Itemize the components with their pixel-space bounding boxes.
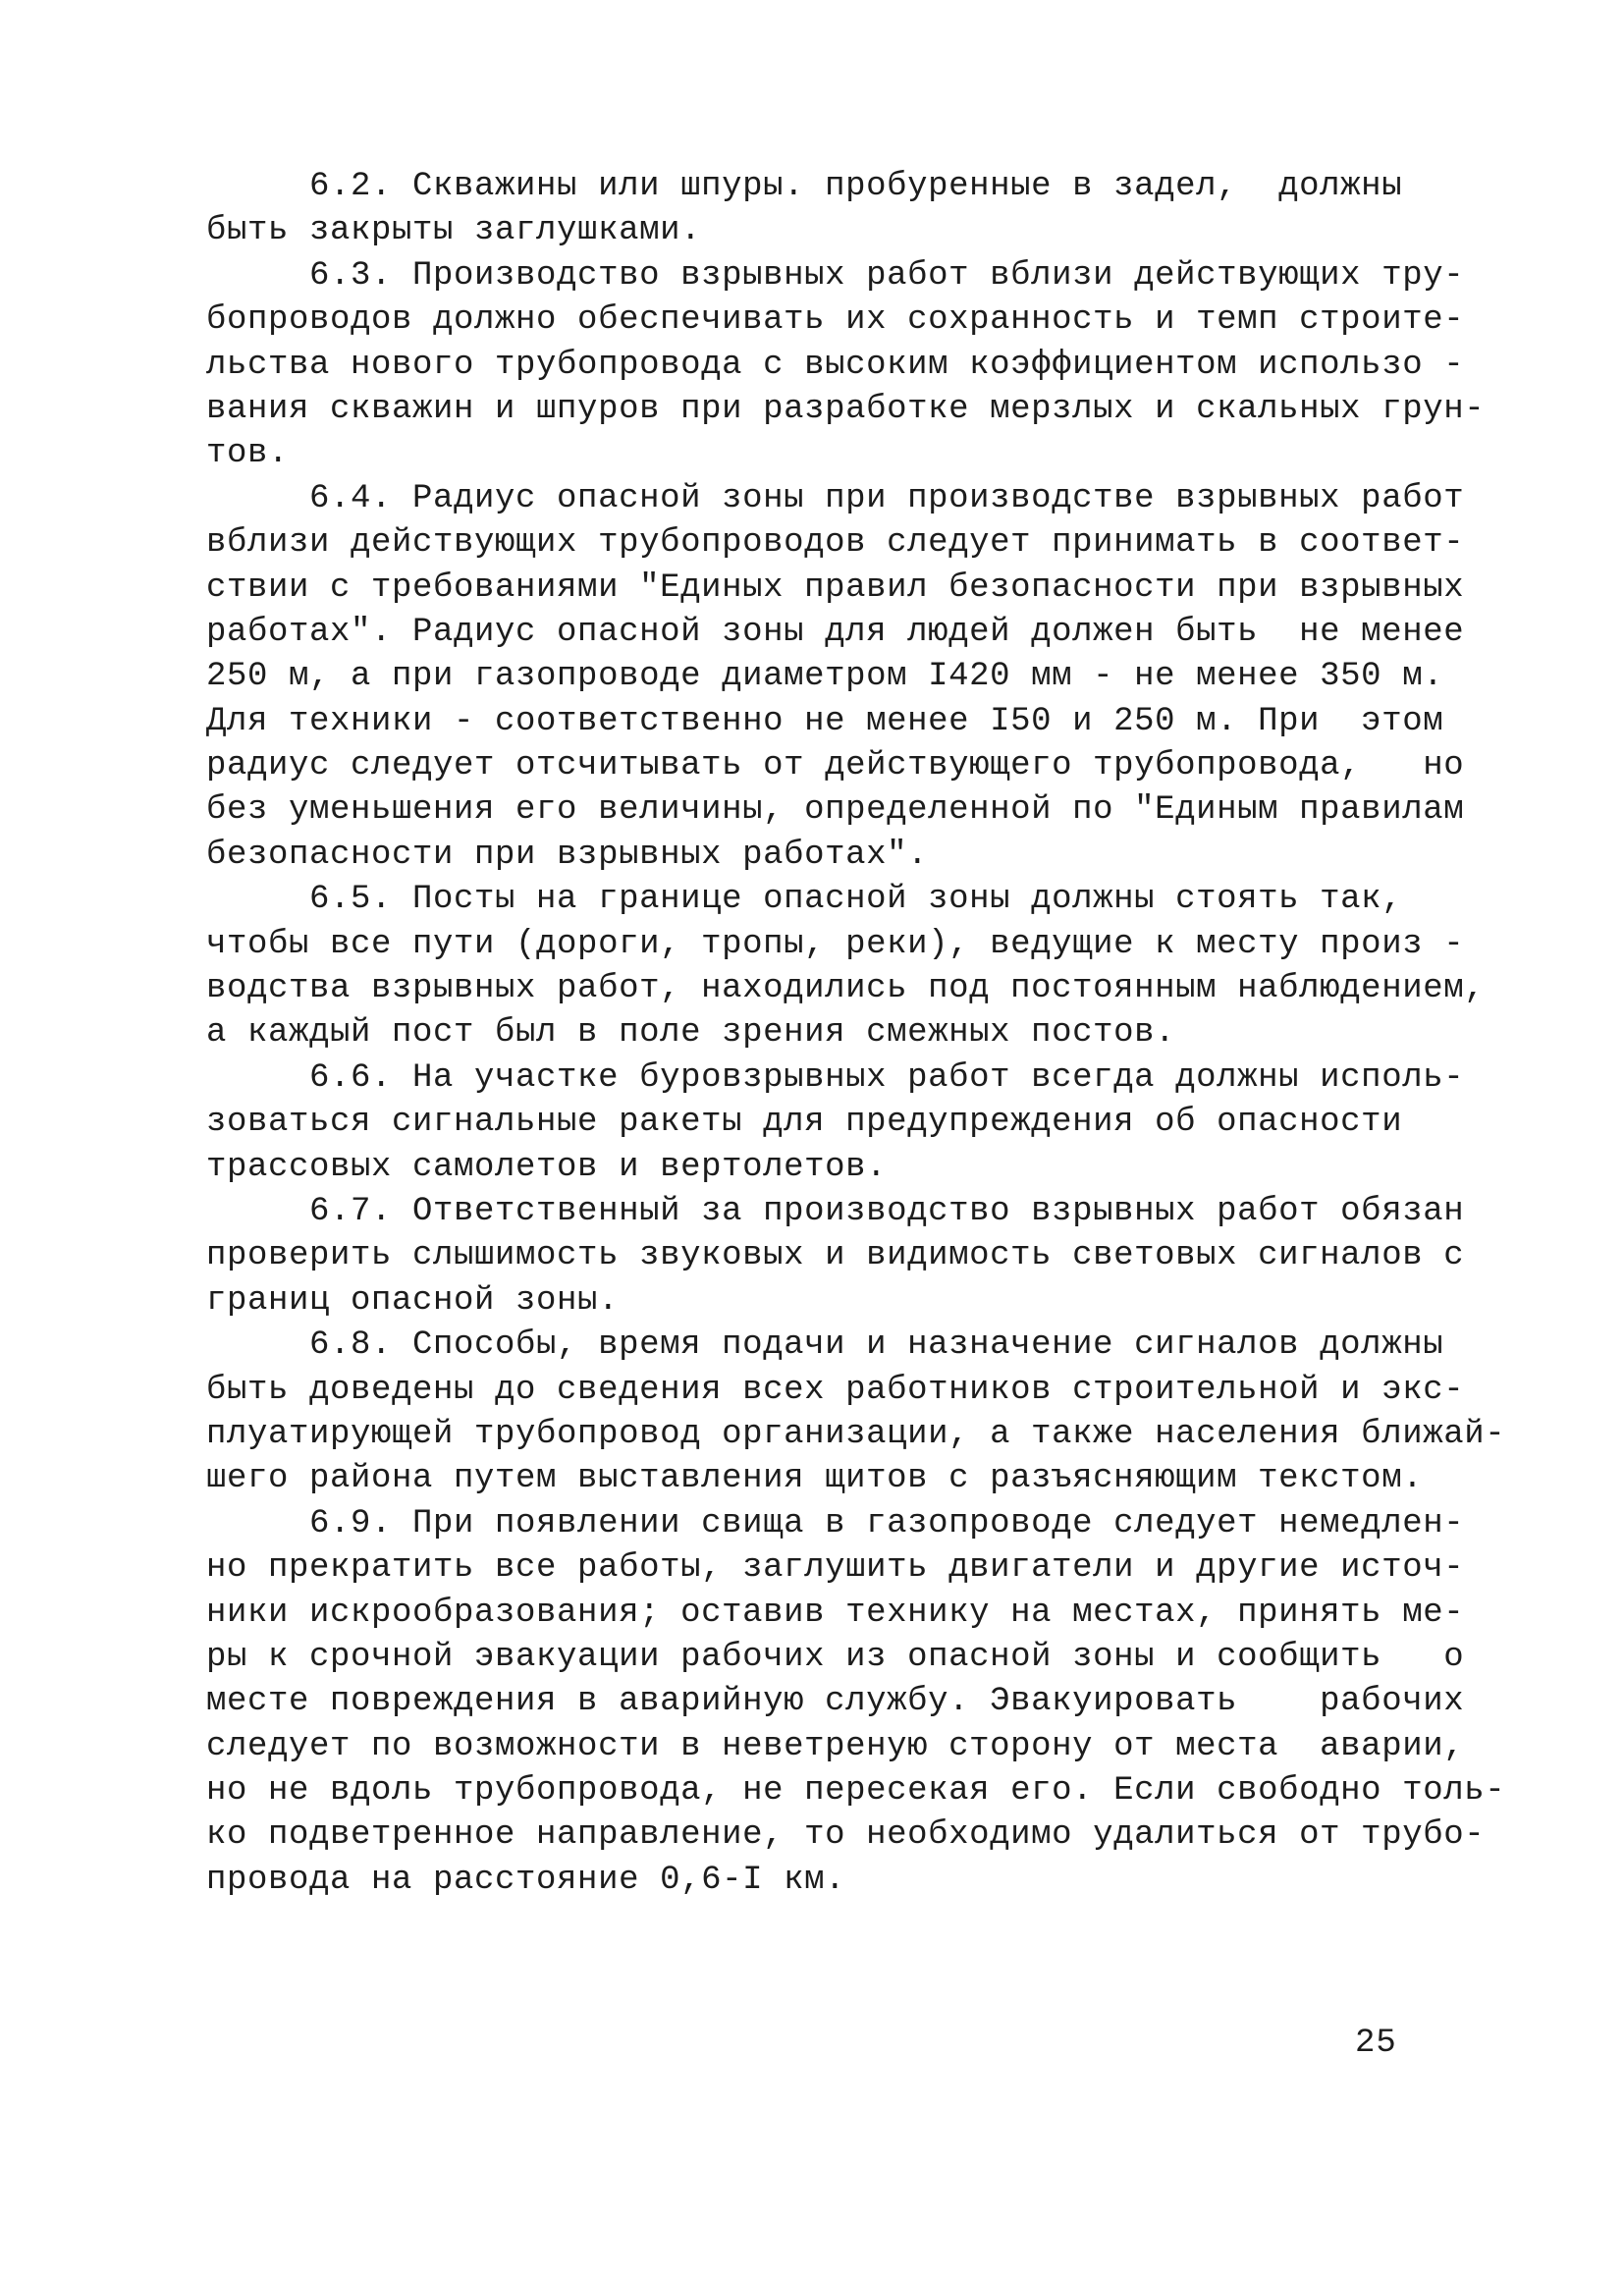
text-line: но прекратить все работы, заглушить двигатели и другие источ- xyxy=(206,1549,1465,1588)
text-line: Для техники - соответственно не менее I50 и 250 м. При этом xyxy=(206,702,1444,740)
text-line: границ опасной зоны. xyxy=(206,1281,620,1320)
text-line: 6.7. Ответственный за производство взрывных работ обязан xyxy=(206,1192,1465,1230)
text-line: 6.4. Радиус опасной зоны при производстве взрывных работ xyxy=(206,479,1465,517)
text-line: следует по возможности в неветреную сторону от места аварии, xyxy=(206,1727,1465,1765)
text-line: 6.3. Производство взрывных работ вблизи действующих тру- xyxy=(206,256,1465,295)
text-line: быть доведены до сведения всех работников строительной и экс- xyxy=(206,1371,1465,1409)
text-line: 6.9. При появлении свища в газопроводе следует немедлен- xyxy=(206,1504,1465,1542)
text-line: плуатирующей трубопровод организации, а также населения ближай- xyxy=(206,1415,1506,1453)
text-line: а каждый пост был в поле зрения смежных постов. xyxy=(206,1014,1176,1053)
text-line: вания скважин и шпуров при разработке мерзлых и скальных грун- xyxy=(206,390,1486,428)
text-line: ники искрообразования; оставив технику на местах, принять ме- xyxy=(206,1594,1465,1632)
text-line: месте повреждения в аварийную службу. Эвакуировать рабочих xyxy=(206,1683,1465,1721)
text-line: льства нового трубопровода с высоким коэффициентом использо - xyxy=(206,346,1465,384)
text-line: 6.5. Посты на границе опасной зоны должны стоять так, xyxy=(206,881,1403,919)
text-line: водства взрывных работ, находились под постоянным наблюдением, xyxy=(206,970,1486,1008)
text-line: бопроводов должно обеспечивать их сохранность и темп строите- xyxy=(206,301,1465,340)
text-line: быть закрыты заглушками. xyxy=(206,212,702,250)
text-line: ры к срочной эвакуации рабочих из опасной зоны и сообщить о xyxy=(206,1638,1465,1676)
text-line: чтобы все пути (дороги, тропы, реки), ведущие к месту произ - xyxy=(206,925,1465,963)
text-line: без уменьшения его величины, определенной по "Единым правилам xyxy=(206,791,1465,830)
page-number: 25 xyxy=(1355,2025,1397,2062)
text-line: 6.2. Скважины или шпуры. пробуренные в задел, должны xyxy=(206,168,1403,205)
text-line: но не вдоль трубопровода, не пересекая его. Если свободно толь- xyxy=(206,1772,1506,1811)
text-line: ко подветренное направление, то необходимо удалиться от трубо- xyxy=(206,1816,1486,1855)
text-line: шего района путем выставления щитов с разъясняющим текстом. xyxy=(206,1460,1424,1498)
text-line: 6.6. На участке буровзрывных работ всегда должны исполь- xyxy=(206,1058,1465,1097)
text-line: провода на расстояние 0,6-I км. xyxy=(206,1861,846,1899)
text-line: 250 м, а при газопроводе диаметром I420 мм - не менее 350 м. xyxy=(206,658,1444,696)
text-line: вблизи действующих трубопроводов следует принимать в соответ- xyxy=(206,524,1465,563)
document-body xyxy=(206,165,1506,1903)
text-line: зоваться сигнальные ракеты для предупреждения об опасности xyxy=(206,1104,1403,1142)
text-line: проверить слышимость звуковых и видимость световых сигналов с xyxy=(206,1237,1465,1275)
text-line: ствии с требованиями "Единых правил безопасности при взрывных xyxy=(206,568,1465,607)
text-line: трассовых самолетов и вертолетов. xyxy=(206,1148,888,1186)
text-line: безопасности при взрывных работах". xyxy=(206,836,929,874)
text-line: 6.8. Способы, время подачи и назначение сигналов должны xyxy=(206,1326,1444,1365)
text-line: радиус следует отсчитывать от действующего трубопровода, но xyxy=(206,747,1465,785)
text-line: работах". Радиус опасной зоны для людей должен быть не менее xyxy=(206,613,1465,651)
text-line: тов. xyxy=(206,435,290,473)
